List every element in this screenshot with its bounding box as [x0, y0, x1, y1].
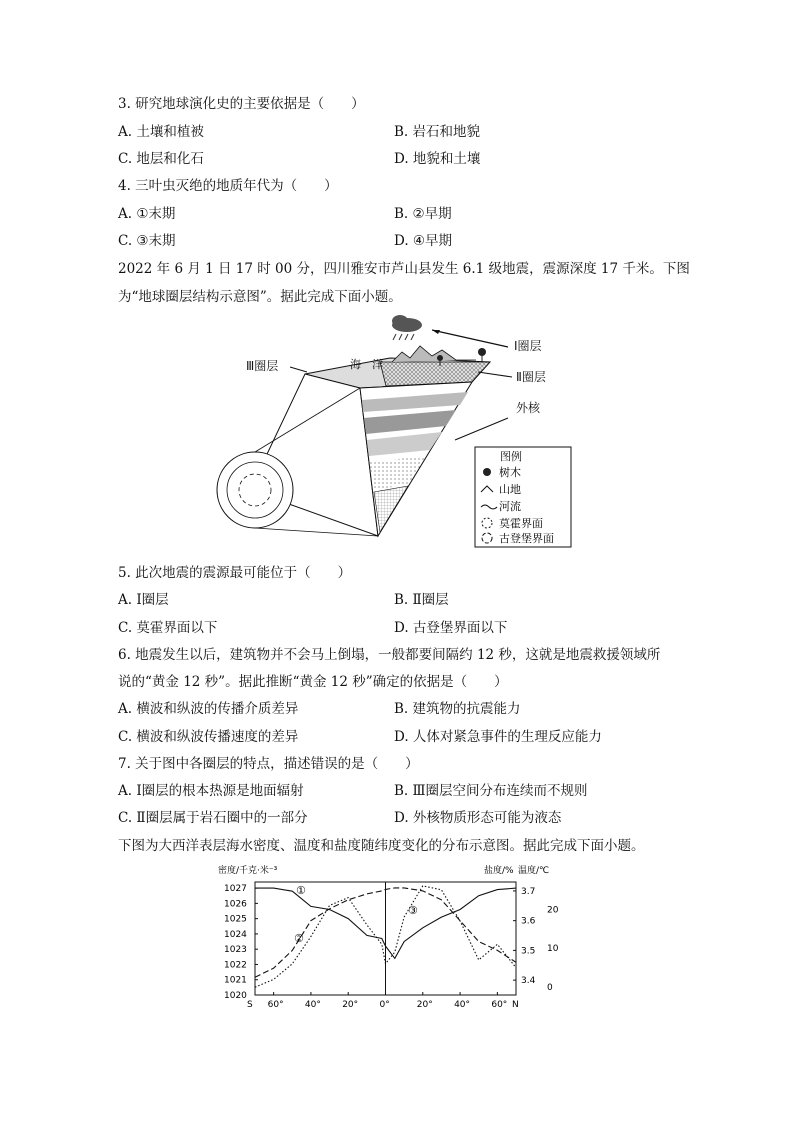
series-marker: ③ — [408, 904, 418, 917]
question-5-option-c[interactable]: C. 莫霍界面以下 — [118, 620, 218, 636]
question-6-option-c[interactable]: C. 横波和纵波传播速度的差异 — [118, 729, 299, 745]
question-7-option-b[interactable]: B. Ⅲ圈层空间分布连续而不规则 — [394, 783, 588, 799]
question-3-option-d[interactable]: D. 地貌和土壤 — [394, 151, 481, 167]
density-tick-label: 1023 — [224, 945, 247, 956]
question-3-option-b[interactable]: B. 岩石和地貌 — [394, 124, 481, 140]
question-4-option-a[interactable]: A. ①末期 — [118, 206, 176, 222]
density-tick-label: 1027 — [224, 884, 247, 895]
question-7-stem: 7. 关于图中各圈层的特点，描述错误的是（ ） — [118, 756, 419, 772]
legend-item-river: 河流 — [499, 500, 521, 513]
passage-1-line-1: 2022 年 6 月 1 日 17 时 00 分，四川雅安市芦山县发生 6.1 级地震，震源深度 17 千米。下图 — [118, 261, 690, 277]
question-6-option-a[interactable]: A. 横波和纵波的传播介质差异 — [118, 701, 299, 717]
right-axis-salinity-label: 盐度/% — [484, 866, 514, 876]
question-3-option-a[interactable]: A. 土壤和植被 — [118, 124, 204, 140]
x-tick-label: N — [512, 1000, 519, 1010]
temperature-tick-label: 10 — [547, 944, 559, 955]
salinity-tick-label: 3.5 — [521, 946, 536, 957]
ocean-label: 海 洋 — [350, 358, 383, 371]
question-4-stem: 4. 三叶虫灭绝的地质年代为（ ） — [118, 178, 338, 194]
legend-title: 图例 — [500, 450, 522, 463]
density-tick-label: 1021 — [224, 975, 247, 986]
question-3-stem: 3. 研究地球演化史的主要依据是（ ） — [118, 96, 365, 112]
layer-1-label: Ⅰ圈层 — [514, 339, 542, 353]
right-axis-temperature-label: 温度/℃ — [518, 866, 550, 876]
legend — [475, 447, 571, 547]
passage-2-line-1: 下图为大西洋表层海水密度、温度和盐度随纬度变化的分布示意图。据此完成下面小题。 — [118, 838, 645, 854]
salinity-tick-label: 3.6 — [521, 916, 536, 927]
question-7-option-c[interactable]: C. Ⅱ圈层属于岩石圈中的一部分 — [118, 810, 308, 826]
x-tick-label: 20° — [416, 1000, 433, 1010]
question-6-option-b[interactable]: B. 建筑物的抗震能力 — [394, 701, 521, 717]
temperature-tick-label: 0 — [547, 983, 553, 994]
x-tick-label: 40° — [304, 1000, 321, 1010]
question-4-option-b[interactable]: B. ②早期 — [394, 206, 452, 222]
question-5-option-d[interactable]: D. 古登堡界面以下 — [394, 620, 508, 636]
x-tick-label: 60° — [491, 1000, 508, 1010]
question-6-stem-line-2: 说的“黄金 12 秒”。据此推断“黄金 12 秒”确定的依据是（ ） — [118, 674, 508, 690]
question-6-stem-line-1: 6. 地震发生以后，建筑物并不会马上倒塌，一般都要间隔约 12 秒，这就是地震救援领域所 — [118, 647, 661, 663]
temperature-tick-label: 20 — [547, 905, 559, 916]
question-4-option-d[interactable]: D. ④早期 — [394, 233, 453, 249]
earth-sphere-diagram — [210, 310, 590, 552]
layer-2-label: Ⅱ圈层 — [516, 370, 546, 384]
question-6-option-d[interactable]: D. 人体对紧急事件的生理反应能力 — [394, 729, 602, 745]
atlantic-surface-chart — [216, 862, 559, 1012]
legend-item-gutenberg: 古登堡界面 — [499, 532, 554, 545]
mountain-icon — [392, 346, 476, 362]
question-5-option-b[interactable]: B. Ⅱ圈层 — [394, 592, 449, 608]
density-tick-label: 1026 — [224, 899, 247, 910]
series-marker: ① — [296, 884, 306, 897]
passage-1-line-2: 为“地球圈层结构示意图”。据此完成下面小题。 — [118, 289, 402, 305]
question-7-option-d[interactable]: D. 外核物质形态可能为液态 — [394, 810, 562, 826]
x-tick-label: 0° — [379, 1000, 390, 1010]
question-5-stem: 5. 此次地震的震源最可能位于（ ） — [118, 565, 352, 581]
density-tick-label: 1025 — [224, 914, 247, 925]
x-tick-label: S — [247, 1000, 253, 1010]
density-tick-label: 1020 — [224, 991, 247, 1001]
question-4-option-c[interactable]: C. ③末期 — [118, 233, 176, 249]
legend-item-mountain: 山地 — [499, 483, 521, 496]
tree-icon — [483, 468, 491, 476]
cloud-icon — [392, 315, 422, 340]
series-marker: ② — [294, 932, 304, 945]
layer-3-label: Ⅲ圈层 — [246, 359, 279, 373]
question-7-option-a[interactable]: A. Ⅰ圈层的根本热源是地面辐射 — [118, 783, 304, 799]
legend-item-tree: 树木 — [499, 466, 521, 479]
x-tick-label: 20° — [342, 1000, 359, 1010]
left-axis-label: 密度/千克·米⁻³ — [218, 866, 278, 876]
salinity-tick-label: 3.7 — [521, 886, 536, 897]
salinity-tick-label: 3.4 — [521, 976, 536, 987]
density-tick-label: 1022 — [224, 960, 247, 971]
density-tick-label: 1024 — [224, 929, 247, 940]
question-5-option-a[interactable]: A. Ⅰ圈层 — [118, 592, 169, 608]
x-tick-label: 60° — [267, 1000, 284, 1010]
question-3-option-c[interactable]: C. 地层和化石 — [118, 151, 204, 167]
outer-core-label: 外核 — [516, 401, 541, 415]
x-tick-label: 40° — [454, 1000, 471, 1010]
legend-item-moho: 莫霍界面 — [499, 517, 543, 530]
tree-icon — [478, 348, 486, 362]
